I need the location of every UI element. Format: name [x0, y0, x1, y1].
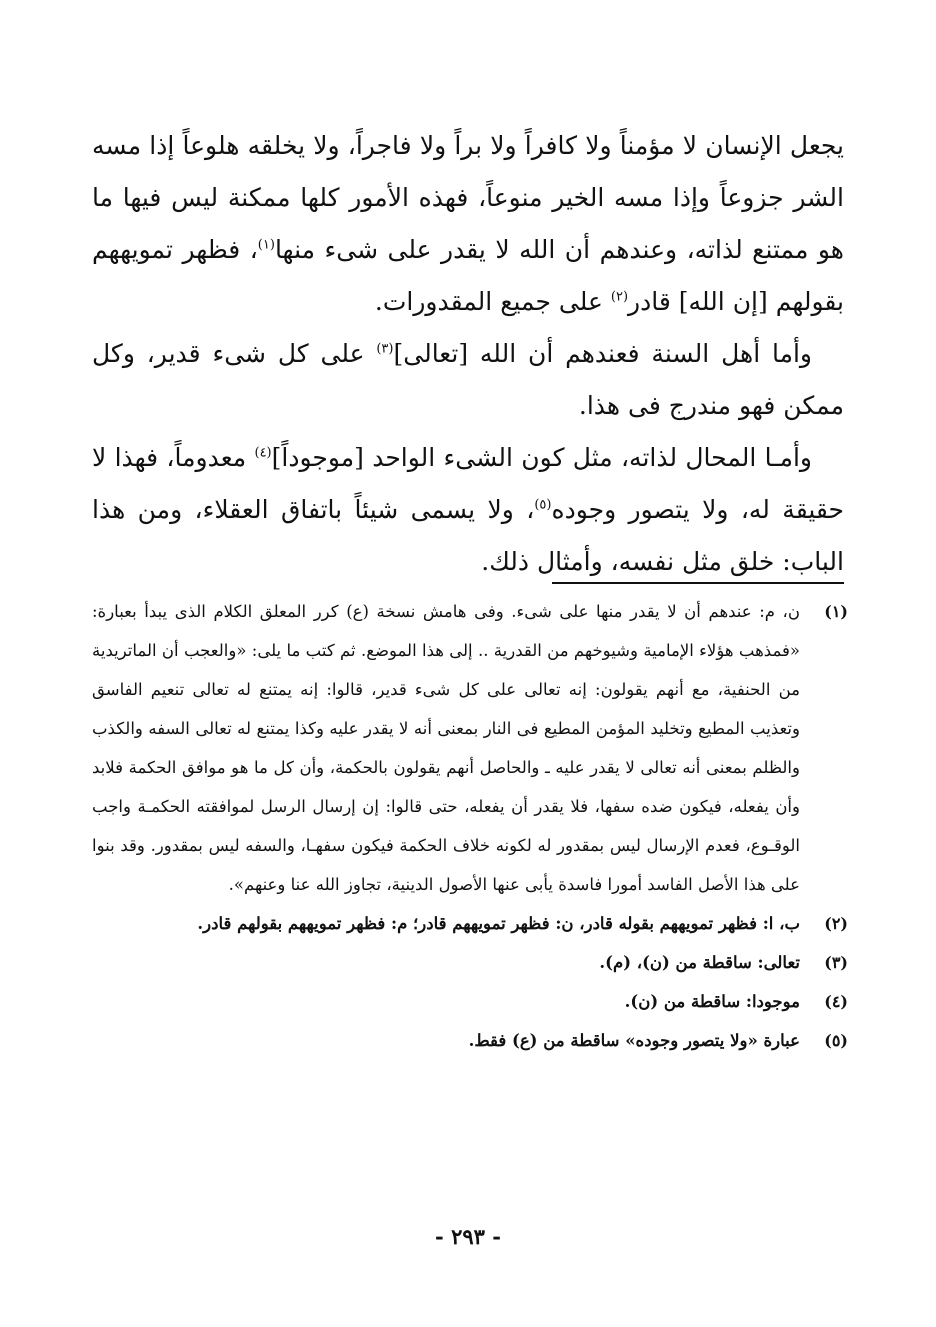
paragraph-1-text-c: على جميع المقدورات. [374, 287, 611, 316]
paragraph-1-text-b: ، فظهر تمويههم بقولهم [إن الله] قادر [92, 235, 844, 316]
paragraph-1 [92, 120, 844, 328]
footnote-ref-3[interactable]: (٣) [376, 341, 394, 357]
footnote-4 [92, 982, 848, 1021]
footnote-separator [552, 582, 844, 584]
paragraph-3-text-c: ، ولا يسمى شيئاً باتفاق العقلاء، ومن هذا الباب: خلق مثل نفسه، وأمثال ذلك. [92, 495, 844, 576]
footnote-number: (٢) [824, 914, 848, 933]
main-text [92, 120, 844, 588]
footnote-ref-5[interactable]: (٥) [534, 497, 552, 513]
footnote-text: تعالى: ساقطة من (ن)، (م). [599, 953, 800, 972]
page-number: - ٢٩٣ - [435, 1224, 501, 1249]
paragraph-2-text-b: على كل شىء قدير، وكل ممكن فهو مندرج فى هذا. [92, 339, 844, 420]
paragraph-3-text-a: وأمـا المحال لذاته، مثل كون الشىء الواحد [موجوداً] [271, 443, 812, 472]
paragraph-3 [92, 432, 844, 588]
paragraph-2 [92, 328, 844, 432]
footnote-number: (٣) [824, 953, 848, 972]
paragraph-3-text-b: معدوماً، فهذا لا حقيقة له، ولا يتصور وجوده [92, 443, 845, 524]
footnote-ref-4[interactable]: (٤) [254, 445, 272, 461]
footnote-2 [92, 904, 848, 943]
footnote-text: ن، م: عندهم أن لا يقدر منها على شىء. وفى هامش نسخة (ع) كرر المعلق الكلام الذى يبدأ بعبارة: «فمذهب هؤلاء الإمامية وشيوخهم من القدرية .. إلى هذا الموضع. ثم كتب ما يلى: «والعجب أن الماتريدية من الحنفية، مع أنهم يقولون: إنه تعالى على كل شىء قدير، قالوا: إنه يمتنع له تعالى تنعيم الفاسق وتعذيب المطيع وتخليد المؤمن المطيع فى النار بمعنى أنه لا يقدر عليه وكذا يمتنع له تعالى السفه والكذب والظلم بمعنى أنه تعالى لا يقدر عليه ـ والحاصل أنهم يقولون بالحكمة، وأن كل ما هو موافق الحكمة فلابد وأن يفعله، فيكون ضده سفها، فلا يقدر أن يفعله، حتى قالوا: إن إرسال الرسل لموافقته الحكمـة واجب الوقـوع، فعدم الإرسال ليس بمقدور له لكونه خلاف الحكمة فيكون سفهـا، والسفه ليس بمقدور. وقد بنوا على هذا الأصل الفاسد أمورا فاسدة يأبى عنها الأصول الدينية، تجاوز الله عنا وعنهم». [92, 602, 800, 894]
paragraph-2-text-a: وأما أهل السنة فعندهم أن الله [تعالى] [393, 339, 812, 368]
footnote-number: (١) [824, 602, 848, 621]
footnote-number: (٤) [824, 992, 848, 1011]
footnote-text: موجودا: ساقطة من (ن). [624, 992, 800, 1011]
footnote-ref-2[interactable]: (٢) [610, 289, 629, 305]
paragraph-1-text-a: يجعل الإنسان لا مؤمناً ولا كافراً ولا براً ولا فاجراً، ولا يخلقه هلوعاً إذا مسه الشر جزوعاً وإذا مسه الخير منوعاً، فهذه الأمور كلها ممكنة ليس فيها ما هو ممتنع لذاته، وعندهم أن الله لا يقدر على شىء منها [92, 131, 844, 264]
footnote-5 [92, 1021, 848, 1060]
footnote-3 [92, 943, 848, 982]
footnote-ref-1[interactable]: (١) [257, 237, 275, 253]
footnote-number: (٥) [824, 1031, 848, 1050]
footnote-1 [92, 592, 848, 904]
footnote-text: ب، ا: فظهر تمويههم بقوله قادر، ن: فظهر تمويههم قادر؛ م: فظهر تمويههم بقولهم قادر. [197, 914, 800, 933]
footnotes [92, 592, 848, 1060]
footnote-text: عبارة «ولا يتصور وجوده» ساقطة من (ع) فقط. [468, 1031, 800, 1050]
